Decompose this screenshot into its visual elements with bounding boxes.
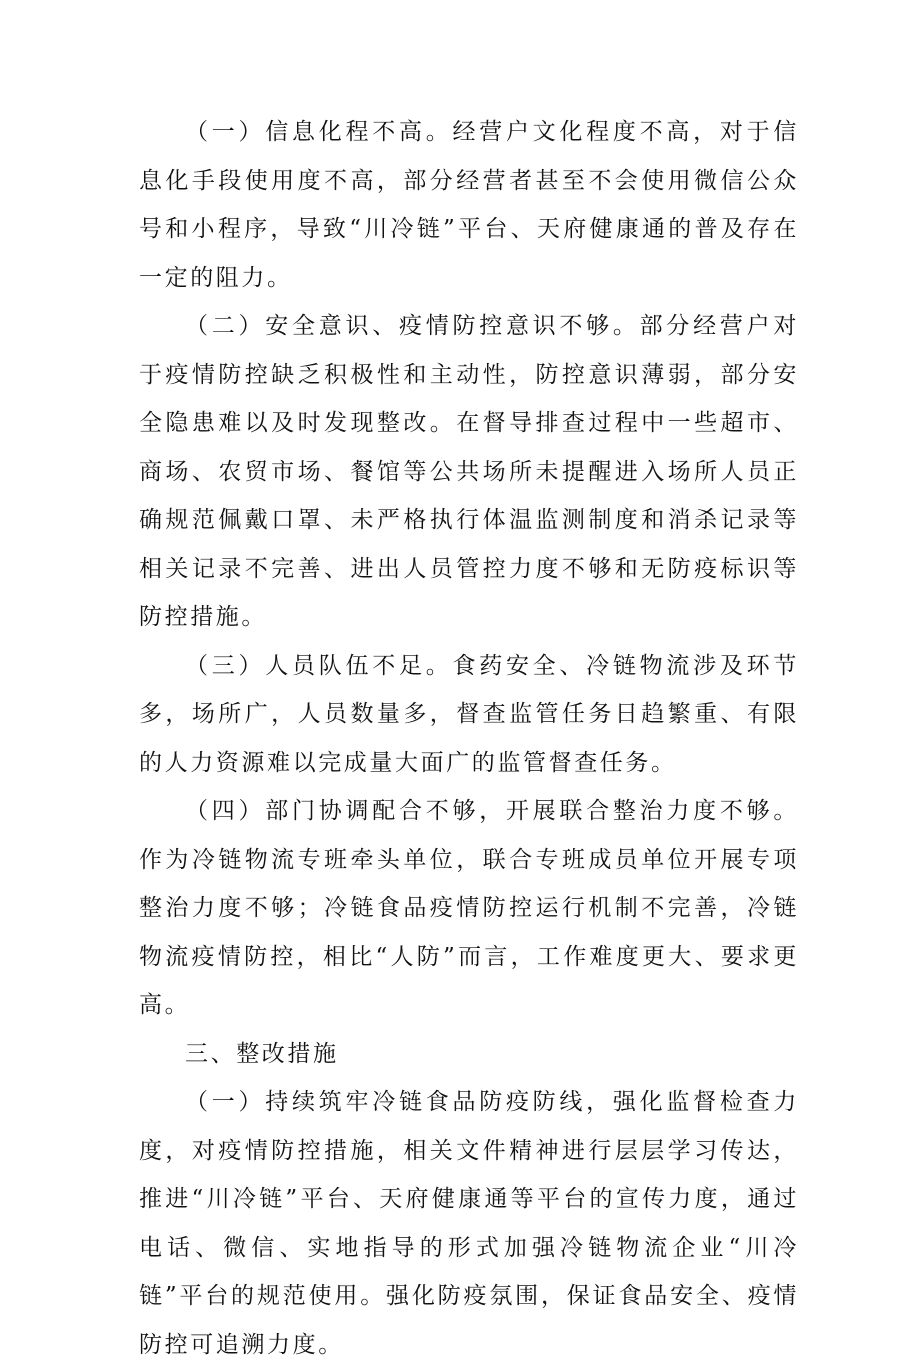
paragraph-informatization: （一）信息化程不高。经营户文化程度不高，对于信息化手段使用度不高，部分经营者甚至不会使用微信公众号和小程序，导致“川冷链”平台、天府健康通的普及存在一定的阻力。 — [139, 119, 799, 291]
paragraph-safety-awareness: （二）安全意识、疫情防控意识不够。部分经营户对于疫情防控缺乏积极性和主动性，防控意识薄弱，部分安全隐患难以及时发现整改。在督导排查过程中一些超市、商场、农贸市场、餐馆等公共场所未提醒进入场所人员正确规范佩戴口罩、未严格执行体温监测制度和消杀记录等相关记录不完善、进出人员管控力度不够和无防疫标识等防控措施。 — [139, 313, 799, 630]
paragraph-measure-cold-chain: （一）持续筑牢冷链食品防疫防线，强化监督检查力度，对疫情防控措施，相关文件精神进行层层学习传达，推进“川冷链”平台、天府健康通等平台的宣传力度，通过电话、微信、实地指导的形式加强冷链物流企业“川冷链”平台的规范使用。强化防疫氛围，保证食品安全、疫情防控可追溯力度。 — [139, 1089, 799, 1358]
paragraph-staffing: （三）人员队伍不足。食药安全、冷链物流涉及环节多，场所广，人员数量多，督查监管任务日趋繁重、有限的人力资源难以完成量大面广的监管督查任务。 — [139, 652, 799, 776]
paragraph-coordination: （四）部门协调配合不够，开展联合整治力度不够。作为冷链物流专班牵头单位，联合专班成员单位开展专项整治力度不够；冷链食品疫情防控运行机制不完善，冷链物流疫情防控，相比“人防”而言，工作难度更大、要求更高。 — [139, 798, 799, 1018]
document-body — [139, 108, 799, 1369]
section-heading-rectification: 三、整改措施 — [185, 1040, 339, 1067]
